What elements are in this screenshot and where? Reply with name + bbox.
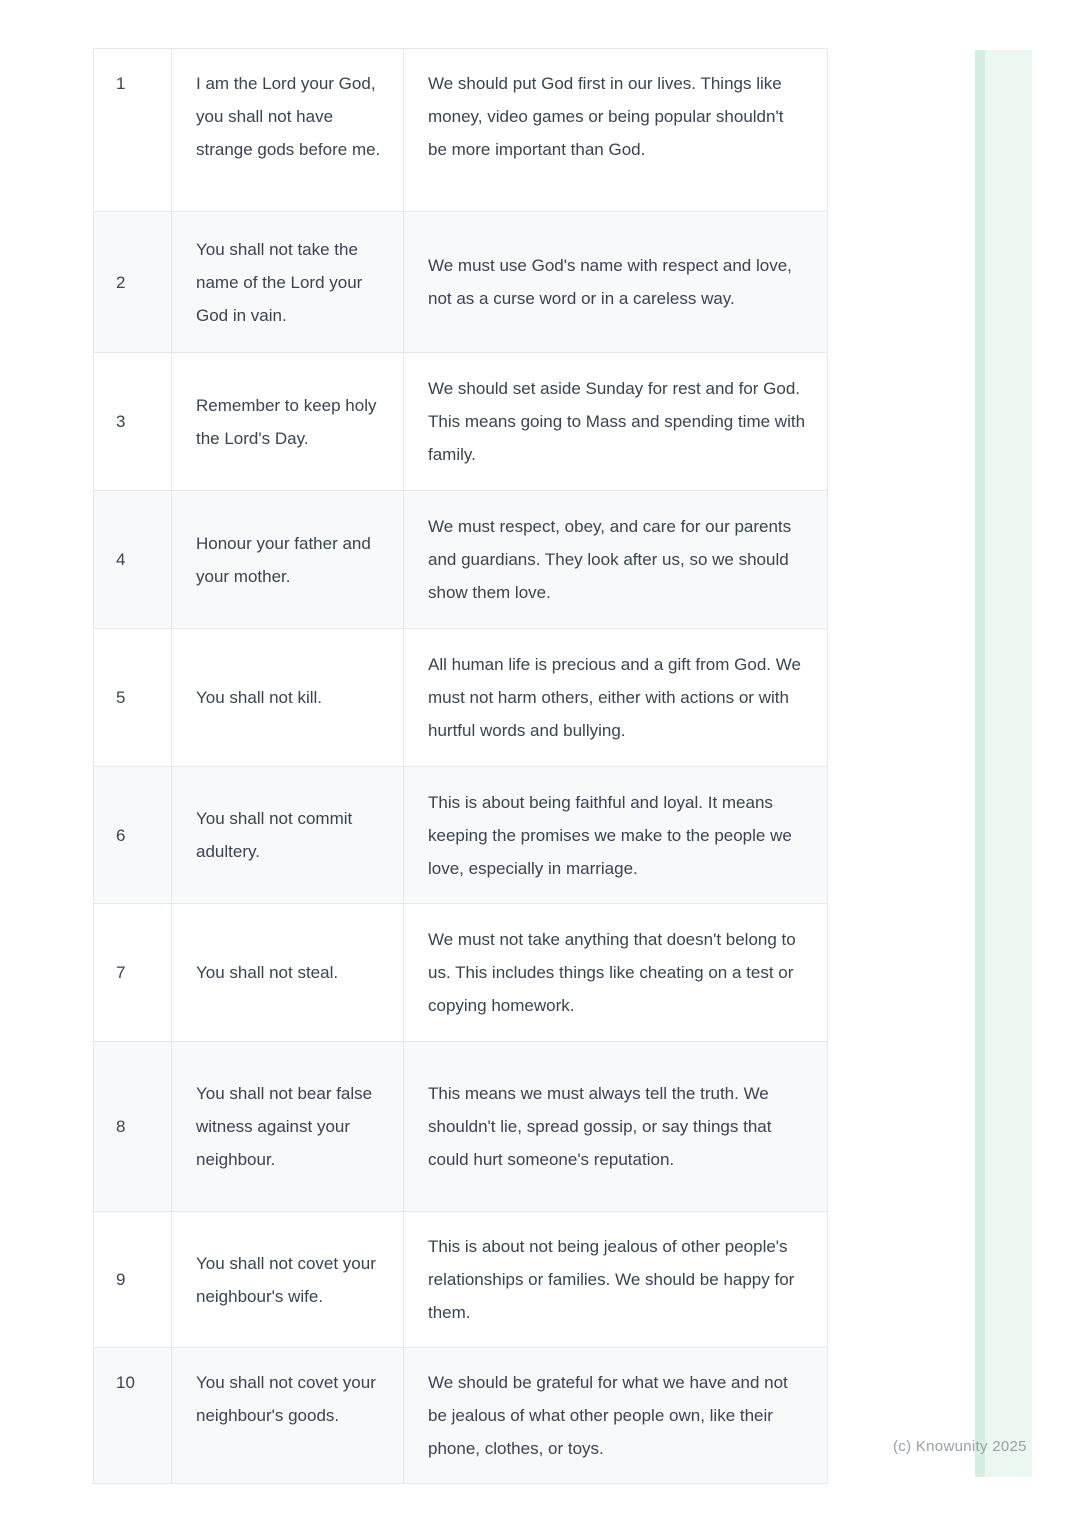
page-edge-accent [975, 50, 1032, 1477]
commandment-text-cell: I am the Lord your God, you shall not have strange gods before me. [172, 49, 404, 212]
meaning-text-cell: We must use God's name with respect and love, not as a curse word or in a careless way. [404, 212, 828, 353]
commandment-number-cell: 1 [94, 49, 172, 212]
meaning-text-cell: All human life is precious and a gift from God. We must not harm others, either with actions or with hurtful words and bullying. [404, 629, 828, 767]
table-row [94, 1348, 828, 1484]
commandment-number-cell: 7 [94, 904, 172, 1042]
commandment-text-cell: You shall not steal. [172, 904, 404, 1042]
table-row [94, 212, 828, 353]
commandment-number-cell: 2 [94, 212, 172, 353]
meaning-text-cell: We must respect, obey, and care for our parents and guardians. They look after us, so we should show them love. [404, 491, 828, 629]
table-row [94, 491, 828, 629]
commandment-text-cell: You shall not covet your neighbour's goods. [172, 1348, 404, 1484]
commandment-text-cell: Remember to keep holy the Lord's Day. [172, 353, 404, 491]
commandment-text-cell: Honour your father and your mother. [172, 491, 404, 629]
commandment-text-cell: You shall not commit adultery. [172, 767, 404, 904]
commandment-number-cell: 4 [94, 491, 172, 629]
table-row [94, 1042, 828, 1212]
meaning-text-cell: We should put God first in our lives. Things like money, video games or being popular shouldn't be more important than God. [404, 49, 828, 212]
table-row [94, 767, 828, 904]
meaning-text-cell: This means we must always tell the truth. We shouldn't lie, spread gossip, or say things that could hurt someone's reputation. [404, 1042, 828, 1212]
table-row [94, 629, 828, 767]
watermark: (c) Knowunity 2025 [893, 1438, 1027, 1455]
commandment-number-cell: 5 [94, 629, 172, 767]
meaning-text-cell: This is about not being jealous of other people's relationships or families. We should be happy for them. [404, 1212, 828, 1348]
commandment-number-cell: 8 [94, 1042, 172, 1212]
commandment-number-cell: 10 [94, 1348, 172, 1484]
meaning-text-cell: We should be grateful for what we have and not be jealous of what other people own, like their phone, clothes, or toys. [404, 1348, 828, 1484]
meaning-text-cell: We must not take anything that doesn't belong to us. This includes things like cheating on a test or copying homework. [404, 904, 828, 1042]
table-row [94, 904, 828, 1042]
meaning-text-cell: This is about being faithful and loyal. It means keeping the promises we make to the people we love, especially in marriage. [404, 767, 828, 904]
commandment-text-cell: You shall not kill. [172, 629, 404, 767]
table-row [94, 1212, 828, 1348]
commandment-number-cell: 6 [94, 767, 172, 904]
commandment-number-cell: 9 [94, 1212, 172, 1348]
commandment-text-cell: You shall not covet your neighbour's wife. [172, 1212, 404, 1348]
commandment-number-cell: 3 [94, 353, 172, 491]
commandments-table [93, 48, 828, 1484]
table-row [94, 353, 828, 491]
commandment-text-cell: You shall not take the name of the Lord your God in vain. [172, 212, 404, 353]
meaning-text-cell: We should set aside Sunday for rest and for God. This means going to Mass and spending time with family. [404, 353, 828, 491]
table-row [94, 49, 828, 212]
commandment-text-cell: You shall not bear false witness against your neighbour. [172, 1042, 404, 1212]
